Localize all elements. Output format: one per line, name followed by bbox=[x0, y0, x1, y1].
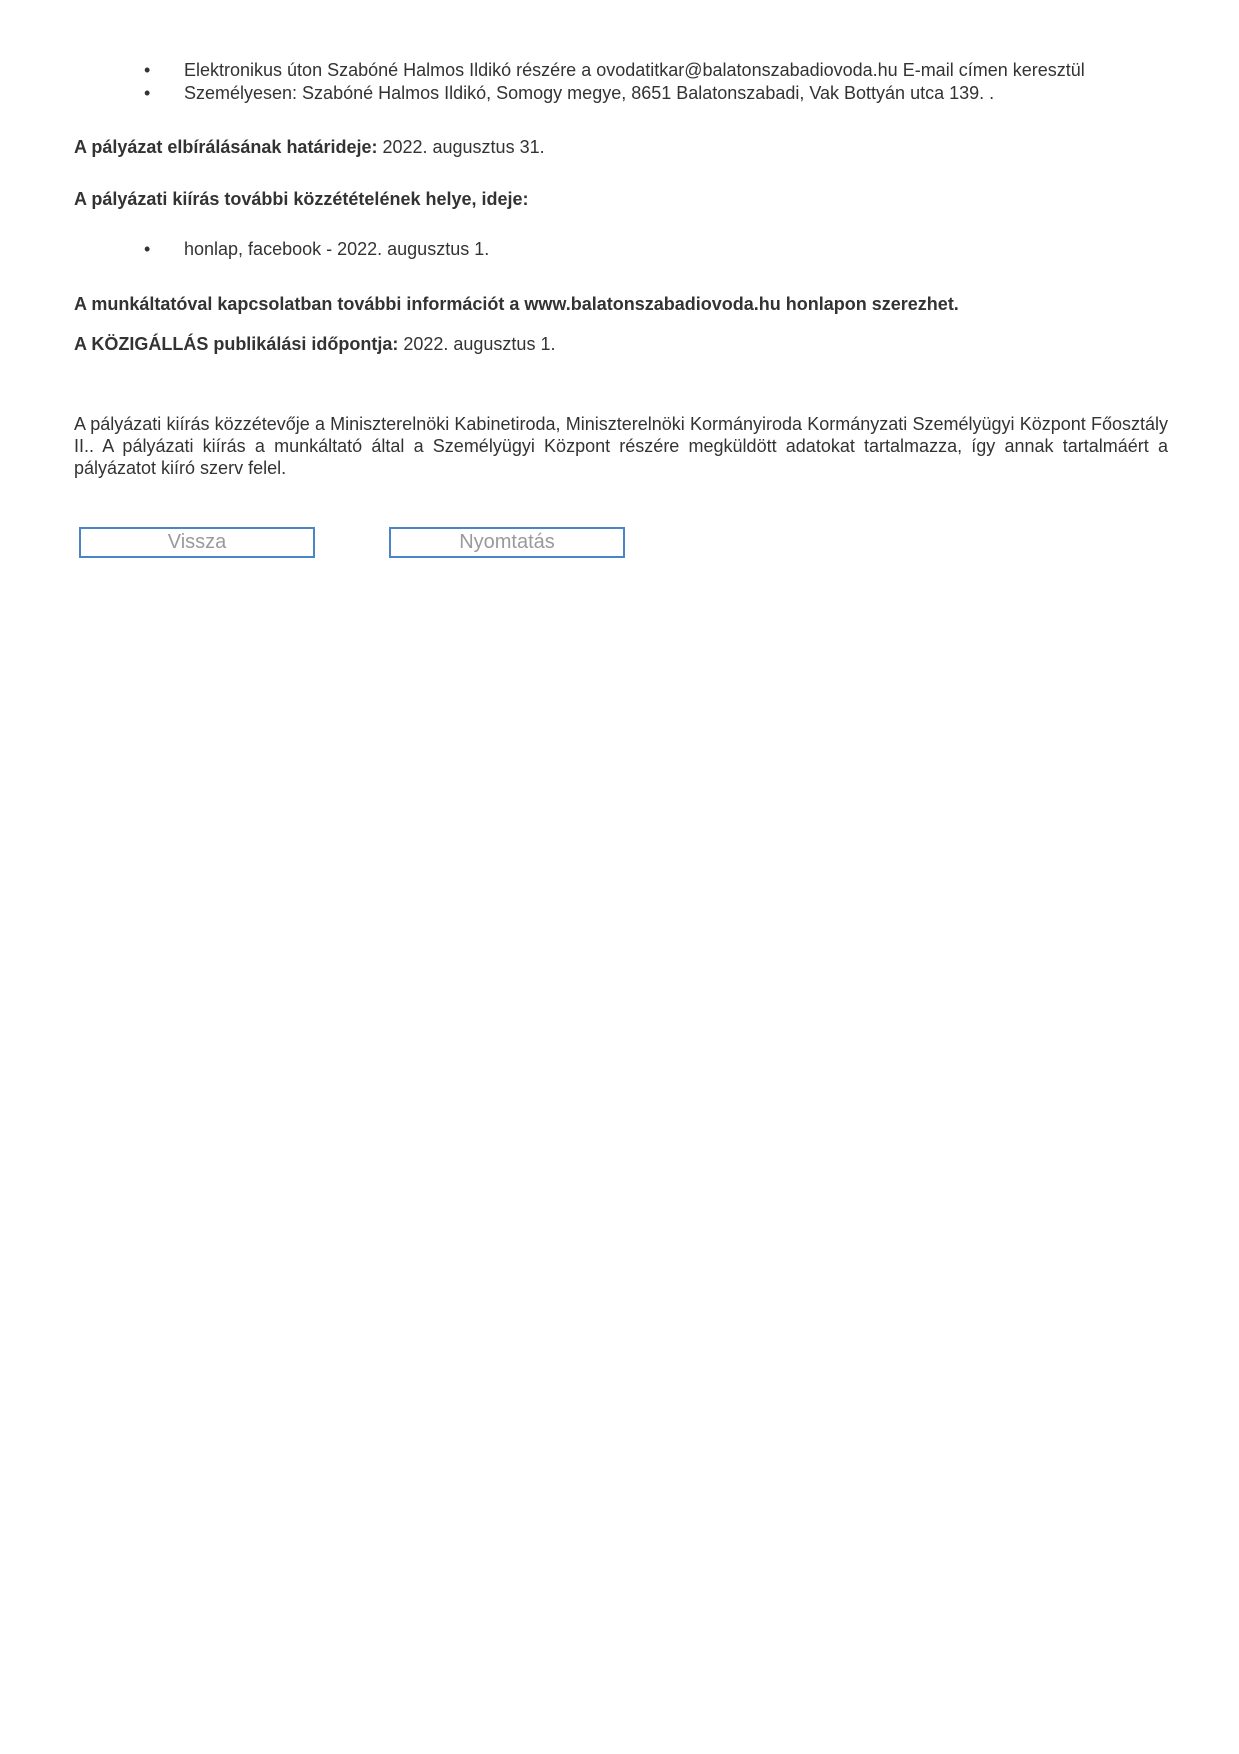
list-item bbox=[74, 59, 1168, 82]
print-button[interactable]: Nyomtatás bbox=[389, 527, 625, 558]
publication-list bbox=[74, 238, 1168, 261]
contact-method-personal: Személyesen: Szabóné Halmos Ildikó, Somogy megye, 8651 Balatonszabadi, Vak Bottyán utca 139. . bbox=[184, 83, 995, 103]
list-item bbox=[74, 82, 1168, 105]
deadline-value: 2022. augusztus 31. bbox=[377, 137, 545, 157]
list-item bbox=[74, 238, 1168, 261]
kozigallas-label: A KÖZIGÁLLÁS publikálási időpontja: bbox=[74, 334, 399, 354]
back-button[interactable]: Vissza bbox=[79, 527, 315, 558]
deadline-line bbox=[74, 136, 545, 158]
deadline-label: A pályázat elbírálásának határideje: bbox=[74, 137, 378, 157]
bullet: • bbox=[144, 83, 151, 103]
contact-method-email: Elektronikus úton Szabóné Halmos Ildikó részére a ovodatitkar@balatonszabadiovoda.hu E-mail címen keresztül bbox=[184, 60, 1085, 80]
employer-info: A munkáltatóval kapcsolatban további információt a www.balatonszabadiovoda.hu honlapon szerezhet. bbox=[74, 294, 959, 314]
bullet: • bbox=[144, 60, 151, 80]
kozigallas-value: 2022. augusztus 1. bbox=[398, 334, 556, 354]
publication-heading: A pályázati kiírás további közzétételének helye, ideje: bbox=[74, 189, 529, 209]
bullet: • bbox=[144, 239, 151, 259]
kozigallas-line bbox=[74, 333, 555, 355]
contact-methods-list bbox=[74, 59, 1168, 105]
publication-item: honlap, facebook - 2022. augusztus 1. bbox=[184, 239, 490, 259]
disclaimer-paragraph: A pályázati kiírás közzétevője a Miniszterelnöki Kabinetiroda, Miniszterelnöki Kormányiroda Kormányzati Személyügyi Központ Főosztály II.. A pályázati kiírás a munkáltató által a Személyügyi Központ részére megküldött adatokat tartalmazza, így annak tartalmáért a pályázatot kiíró szerv felel. bbox=[74, 414, 1168, 478]
